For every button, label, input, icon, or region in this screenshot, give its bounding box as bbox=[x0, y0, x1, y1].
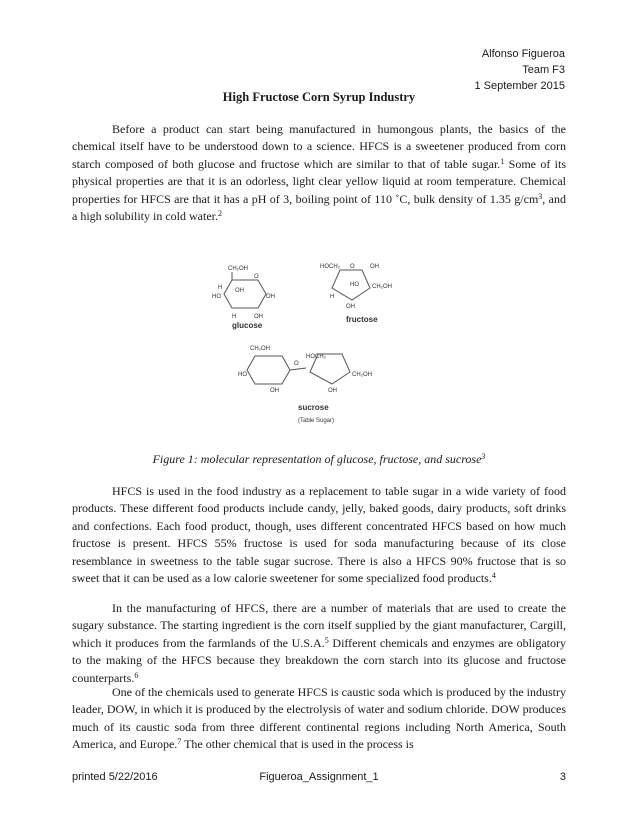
fructose-oh: OH bbox=[370, 264, 379, 270]
glucose-ch2oh: CH₂OH bbox=[228, 266, 248, 272]
page-header bbox=[474, 46, 565, 94]
sucrose-hoch2: HOCH₂ bbox=[306, 354, 326, 360]
paragraph-text: Before a product can start being manufactured in humongous plants, the basics of the chemical itself have to be understood down to a science. HFCS is a sweetener produced from corn starch composed of both glucose and fructose which are similar to that of table sugar. bbox=[72, 122, 566, 171]
sucrose-o-link: O bbox=[294, 361, 299, 367]
paragraph-text: HFCS is used in the food industry as a replacement to table sugar in a wide variety of food products. These different food products include candy, jelly, baked goods, dairy products, soft drinks and confections. Each food product, though, uses different concentrated HFCS based on how much fructose is present. HFCS 55% fructose is used for soda manufacturing because of its close resemblance in sweetness to the table sugar sucrose. There is also a HFCS 90% fructose that is so sweet that it can be used as a low calorie sweetener for some specialized food products. bbox=[72, 484, 566, 586]
fructose-h: H bbox=[330, 294, 335, 300]
sucrose-sublabel: (Table Sugar) bbox=[298, 418, 335, 424]
sucrose-label: sucrose bbox=[298, 403, 329, 412]
glucose-label: glucose bbox=[232, 321, 263, 330]
footnote-ref: 6 bbox=[134, 670, 139, 680]
paragraph-text: , and a high solubility in cold water. bbox=[72, 191, 566, 224]
paragraph-1 bbox=[72, 121, 566, 225]
footnote-ref: 2 bbox=[217, 209, 222, 219]
document-title: High Fructose Corn Syrup Industry bbox=[222, 90, 416, 104]
glucose-o: O bbox=[254, 274, 259, 280]
glucose-oh-right: OH bbox=[266, 294, 275, 300]
molecule-figure bbox=[210, 258, 420, 438]
footnote-ref: 4 bbox=[491, 571, 496, 581]
fructose-label: fructose bbox=[346, 315, 378, 324]
footnote-ref: 1 bbox=[500, 156, 505, 166]
paragraph-text: Different chemicals and enzymes are obligatory to the making of the HFCS because they breakdown the corn starch into its glucose and fructose counterparts. bbox=[72, 635, 567, 685]
glucose-oh-bottom: OH bbox=[254, 314, 263, 320]
paragraph-text: The other chemical that is used in the process is bbox=[181, 737, 414, 752]
superscript: 3 bbox=[538, 191, 543, 201]
fructose-ch2oh: CH₂OH bbox=[372, 284, 392, 290]
glucose-h-bottom: H bbox=[232, 314, 237, 320]
glucose-ho: HO bbox=[212, 294, 221, 300]
molecule-diagram bbox=[210, 258, 420, 438]
page-number: 3 bbox=[559, 771, 566, 783]
glucose-ring bbox=[224, 280, 266, 308]
team-name: Team F3 bbox=[522, 64, 565, 76]
sucrose-oh: OH bbox=[270, 388, 279, 394]
file-name: Figueroa_Assignment_1 bbox=[259, 771, 379, 783]
glucose-oh: OH bbox=[235, 288, 244, 294]
sucrose-ho: HO bbox=[238, 372, 247, 378]
paragraph-text: Some of its physical properties are that it is an odorless, light clear yellow liquid at room temperature. Chemical properties for HFCS are that it has a pH of 3, boiling point of 110 ˚C, bulk density of 1.35 g/cm bbox=[72, 156, 567, 206]
fructose-hoch2: HOCH₂ bbox=[320, 264, 340, 270]
author-name: Alfonso Figueroa bbox=[481, 48, 565, 60]
sucrose-glucose-ring bbox=[247, 356, 290, 384]
caption-text: Figure 1: molecular representation of glucose, fructose, and sucrose bbox=[152, 452, 482, 466]
sucrose-oh-right: OH bbox=[328, 388, 337, 394]
figure-caption bbox=[0, 452, 638, 467]
glucose-h: H bbox=[218, 285, 223, 291]
paragraph-text: In the manufacturing of HFCS, there are a number of materials that are used to create the sugary substance. The starting ingredient is the corn itself supplied by the giant manufacturer, Cargill, which it produces from the farmlands of the U.S.A. bbox=[72, 601, 566, 650]
sucrose-ch2oh-right: CH₂OH bbox=[352, 372, 372, 378]
footnote-ref: 5 bbox=[324, 635, 329, 645]
fructose-oh-bottom: OH bbox=[346, 304, 355, 310]
printed-date: printed 5/22/2016 bbox=[72, 771, 158, 783]
paragraph-3 bbox=[72, 600, 566, 687]
header-date: 1 September 2015 bbox=[474, 80, 565, 92]
footnote-ref: 7 bbox=[177, 737, 182, 747]
paragraph-4 bbox=[72, 684, 566, 754]
fructose-ho: HO bbox=[350, 282, 359, 288]
fructose-o: O bbox=[350, 264, 355, 270]
paragraph-2 bbox=[72, 483, 566, 587]
paragraph-text: One of the chemicals used to generate HFCS is caustic soda which is produced by the industry leader, DOW, in which it is produced by the electrolysis of water and sodium chloride. DOW produces much of its caustic soda from three different continental regions including North America, South America, and Europe. bbox=[72, 685, 566, 752]
sucrose-ch2oh: CH₂OH bbox=[250, 346, 270, 352]
footnote-ref: 3 bbox=[481, 452, 486, 461]
